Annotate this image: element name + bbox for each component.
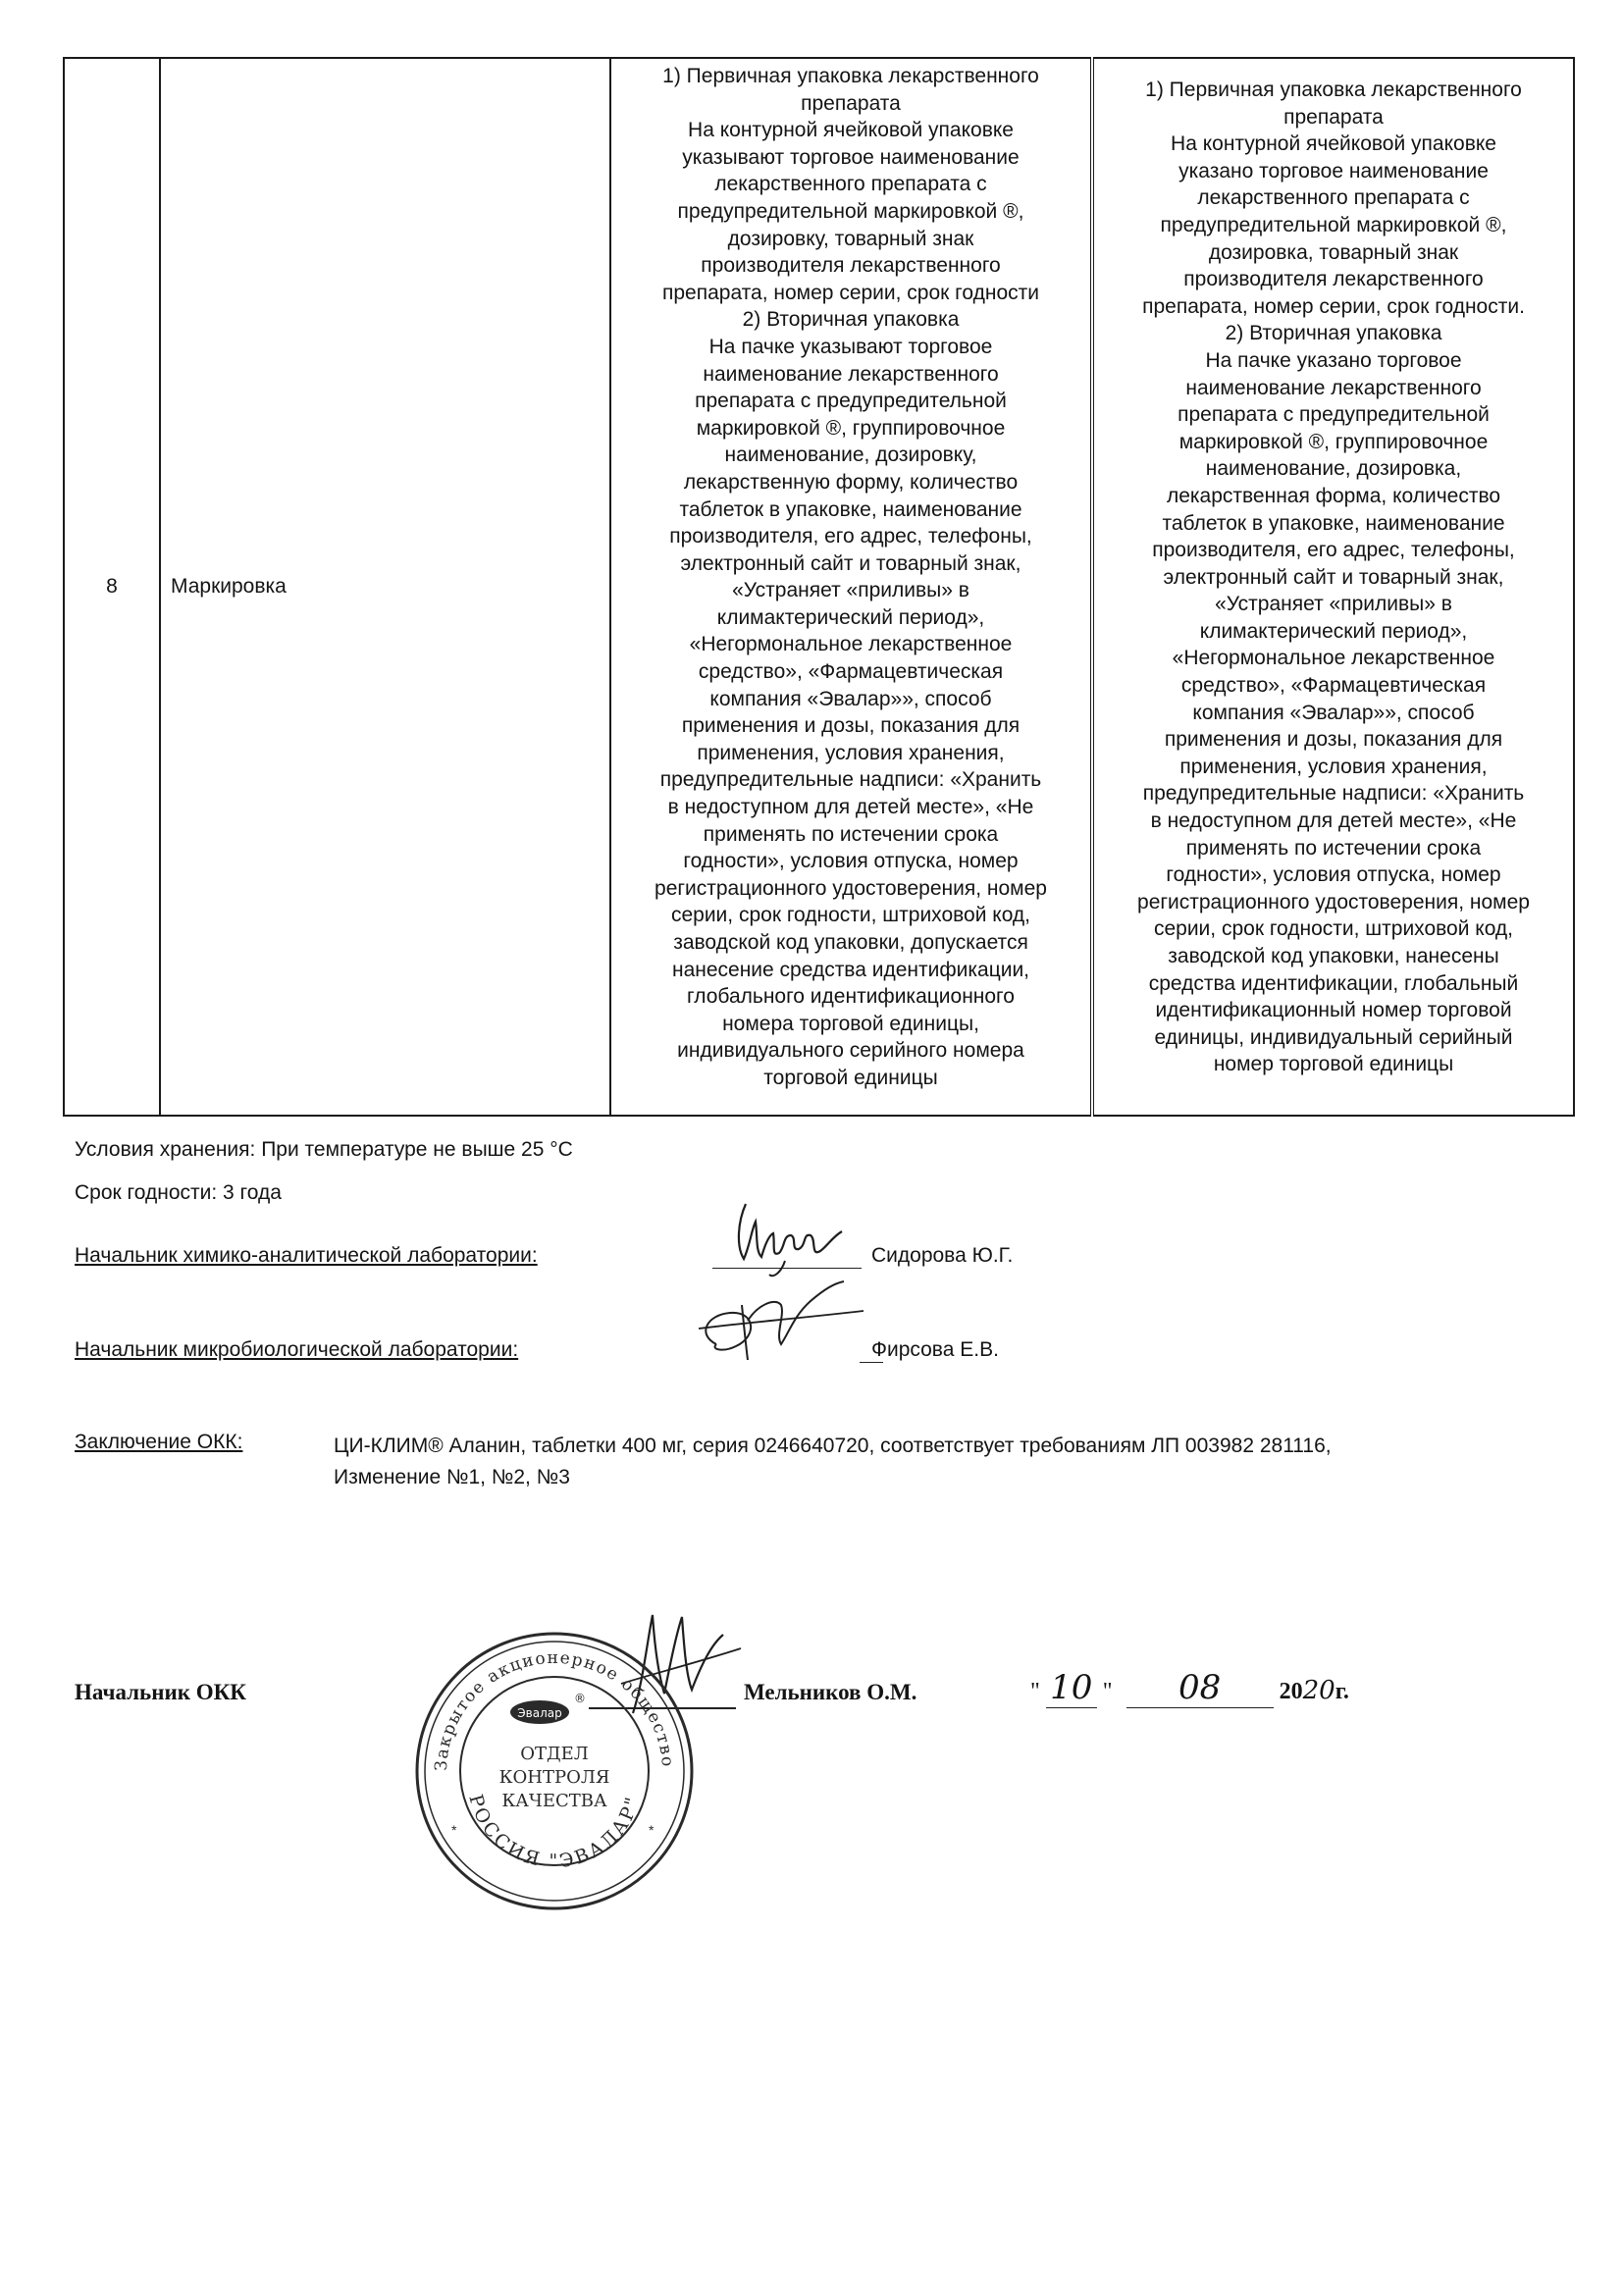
requirements-line: климактерический период», (716, 605, 985, 629)
signature-name: Сидорова Ю.Г. (871, 1244, 1014, 1267)
requirements-line: производителя, его адрес, телефоны, (669, 525, 1032, 548)
seal-outer-text: Закрытое акционерное общество Алтайский край Бийск (399, 1609, 678, 1772)
requirements-line: индивидуального серийного номера (677, 1039, 1024, 1063)
row-number: 8 (64, 58, 160, 1116)
requirements-line: наименование лекарственного (703, 362, 999, 386)
date-quote: " (1102, 1679, 1113, 1704)
results-line: таблеток в упаковке, наименование (1162, 511, 1505, 535)
requirements-line: «Негормональное лекарственное (689, 633, 1013, 656)
results-line: препарата, номер серии, срок годности. (1142, 294, 1525, 318)
requirements-line: компания «Эвалар»», способ (709, 687, 992, 710)
requirements-line: торговой единицы (763, 1066, 938, 1089)
results-line: производителя лекарственного (1183, 268, 1484, 291)
conclusion-label: Заключение ОКК: (75, 1431, 243, 1453)
specification-table (63, 57, 1575, 1117)
results-line: климактерический период», (1199, 619, 1468, 643)
requirements-line: маркировкой ®, группировочное (696, 416, 1006, 440)
conclusion-line: Изменение №1, №2, №3 (334, 1466, 570, 1488)
results-line: «Негормональное лекарственное (1172, 647, 1495, 670)
seal-center-line: ОТДЕЛ (520, 1744, 589, 1764)
requirements-line: производителя лекарственного (701, 254, 1001, 278)
signature-title: Начальник микробиологической лаборатории: (75, 1338, 519, 1361)
requirements-line: в недоступном для детей месте», «Не (667, 796, 1034, 819)
results-line: лекарственная форма, количество (1166, 484, 1501, 507)
requirements-line: серии, срок годности, штриховой код, (670, 904, 1031, 927)
results-line: предупредительные надписи: «Хранить (1142, 782, 1525, 806)
date-day-value: 10 (1050, 1668, 1093, 1707)
requirements-line: лекарственную форму, количество (683, 470, 1019, 494)
results-line: регистрационного удостоверения, номер (1137, 890, 1530, 913)
requirements-text (611, 63, 1090, 1092)
requirements-line: нанесение средства идентификации, (671, 958, 1030, 981)
requirements-line: заводской код упаковки, допускается (673, 931, 1028, 954)
date-month (1126, 1668, 1274, 1708)
results-line: лекарственного препарата с (1197, 186, 1470, 210)
shelf-life: Срок годности: 3 года (75, 1181, 282, 1204)
date-year-prefix: 20 (1279, 1679, 1303, 1704)
conclusion-text (334, 1431, 1560, 1493)
svg-text:®: ® (574, 1692, 586, 1705)
results-line: в недоступном для детей месте», «Не (1150, 809, 1517, 833)
requirements-line: применения, условия хранения, (697, 741, 1005, 764)
signature-title: Начальник химико-аналитической лаборатории: (75, 1244, 538, 1267)
requirements-line: лекарственного препарата с (714, 173, 987, 196)
results-line: препарата с предупредительной (1178, 403, 1490, 427)
requirements-line: глобального идентификационного (687, 985, 1015, 1009)
results-line: годности», условия отпуска, номер (1166, 863, 1501, 887)
svg-text:*: * (649, 1822, 654, 1838)
results-line: применения и дозы, показания для (1164, 728, 1503, 752)
storage-conditions: Условия хранения: При температуре не выше 25 °С (75, 1138, 573, 1161)
results-line: средства идентификации, глобальный (1148, 971, 1519, 995)
results-line: На пачке указано торговое (1205, 348, 1462, 372)
seal-center-line: КОНТРОЛЯ (498, 1767, 610, 1788)
results-line: идентификационный номер торговой (1155, 999, 1512, 1022)
results-line: препарата (1283, 105, 1384, 129)
requirements-cell (610, 58, 1092, 1116)
results-line: производителя, его адрес, телефоны, (1152, 539, 1515, 562)
head-name: Мельников О.М. (744, 1680, 917, 1704)
requirements-line: На пачке указывают торговое (708, 335, 993, 358)
signature-name: Фирсова Е.В. (871, 1338, 999, 1361)
results-line: наименование лекарственного (1185, 376, 1482, 399)
results-line: маркировкой ®, группировочное (1178, 430, 1489, 453)
results-line: применять по истечении срока (1185, 836, 1482, 860)
results-line: «Устраняет «приливы» в (1215, 593, 1452, 616)
requirements-line: регистрационного удостоверения, номер (654, 876, 1047, 900)
results-line: номер торговой единицы (1213, 1053, 1454, 1076)
table-row (64, 58, 1574, 1116)
date-year-suffix: г. (1335, 1679, 1349, 1704)
svg-text:*: * (451, 1822, 457, 1838)
date-field (1030, 1668, 1349, 1708)
handwritten-signature-sidorova (726, 1192, 864, 1280)
date-year-value: 20 (1302, 1676, 1335, 1705)
results-line: 2) Вторичная упаковка (1225, 322, 1442, 345)
date-quote: " (1030, 1679, 1040, 1704)
results-text (1094, 77, 1573, 1078)
requirements-line: препарата с предупредительной (695, 390, 1007, 413)
results-line: компания «Эвалар»», способ (1192, 701, 1475, 724)
results-line: средство», «Фармацевтическая (1180, 674, 1487, 698)
seal-logo-text: Эвалар (517, 1706, 562, 1720)
requirements-line: указывают торговое наименование (682, 145, 1020, 169)
requirements-line: дозировку, товарный знак (727, 227, 974, 250)
results-line: дозировка, товарный знак (1208, 240, 1459, 264)
requirements-line: таблеток в упаковке, наименование (679, 497, 1022, 521)
requirements-line: На контурной ячейковой упаковке (688, 119, 1014, 142)
requirements-line: 1) Первичная упаковка лекарственного (662, 65, 1039, 87)
requirements-line: препарата, номер серии, срок годности (662, 281, 1039, 304)
head-title: Начальник ОКК (75, 1680, 246, 1704)
results-cell (1092, 58, 1574, 1116)
seal-bottom-text: РОССИЯ "ЭВАЛАР" (464, 1792, 645, 1873)
requirements-line: электронный сайт и товарный знак, (680, 551, 1021, 575)
requirements-line: 2) Вторичная упаковка (742, 308, 960, 332)
seal-center-line: КАЧЕСТВА (501, 1791, 607, 1811)
requirements-line: предупредительные надписи: «Хранить (659, 768, 1042, 792)
results-line: заводской код упаковки, нанесены (1168, 945, 1499, 967)
requirements-line: применять по истечении срока (703, 822, 999, 846)
handwritten-signature-firsova (687, 1276, 893, 1374)
results-line: серии, срок годности, штриховой код, (1153, 917, 1514, 941)
row-label: Маркировка (160, 58, 610, 1116)
date-month-value: 08 (1178, 1668, 1222, 1707)
results-line: На контурной ячейковой упаковке (1171, 132, 1496, 156)
results-line: указано торговое наименование (1178, 159, 1489, 183)
requirements-line: «Устраняет «приливы» в (732, 579, 969, 602)
requirements-line: номера торговой единицы, (722, 1012, 979, 1035)
company-seal (399, 1609, 702, 1918)
results-line: электронный сайт и товарный знак, (1163, 565, 1504, 589)
requirements-line: применения и дозы, показания для (681, 714, 1021, 738)
results-line: 1) Первичная упаковка лекарственного (1145, 78, 1522, 101)
requirements-line: предупредительной маркировкой ®, (677, 199, 1024, 223)
requirements-line: годности», условия отпуска, номер (683, 850, 1019, 873)
results-line: применения, условия хранения, (1179, 755, 1488, 778)
requirements-line: наименование, дозировку, (724, 444, 977, 467)
date-day (1046, 1668, 1097, 1708)
requirements-line: препарата (801, 91, 901, 115)
results-line: предупредительной маркировкой ®, (1160, 213, 1507, 236)
results-line: единицы, индивидуальный серийный (1154, 1025, 1513, 1049)
conclusion-line: ЦИ-КЛИМ® Аланин, таблетки 400 мг, серия 0246640720, соответствует требованиям ЛП 003982 281116, (334, 1435, 1332, 1457)
requirements-line: средство», «Фармацевтическая (698, 660, 1004, 684)
results-line: наименование, дозировка, (1205, 457, 1462, 481)
